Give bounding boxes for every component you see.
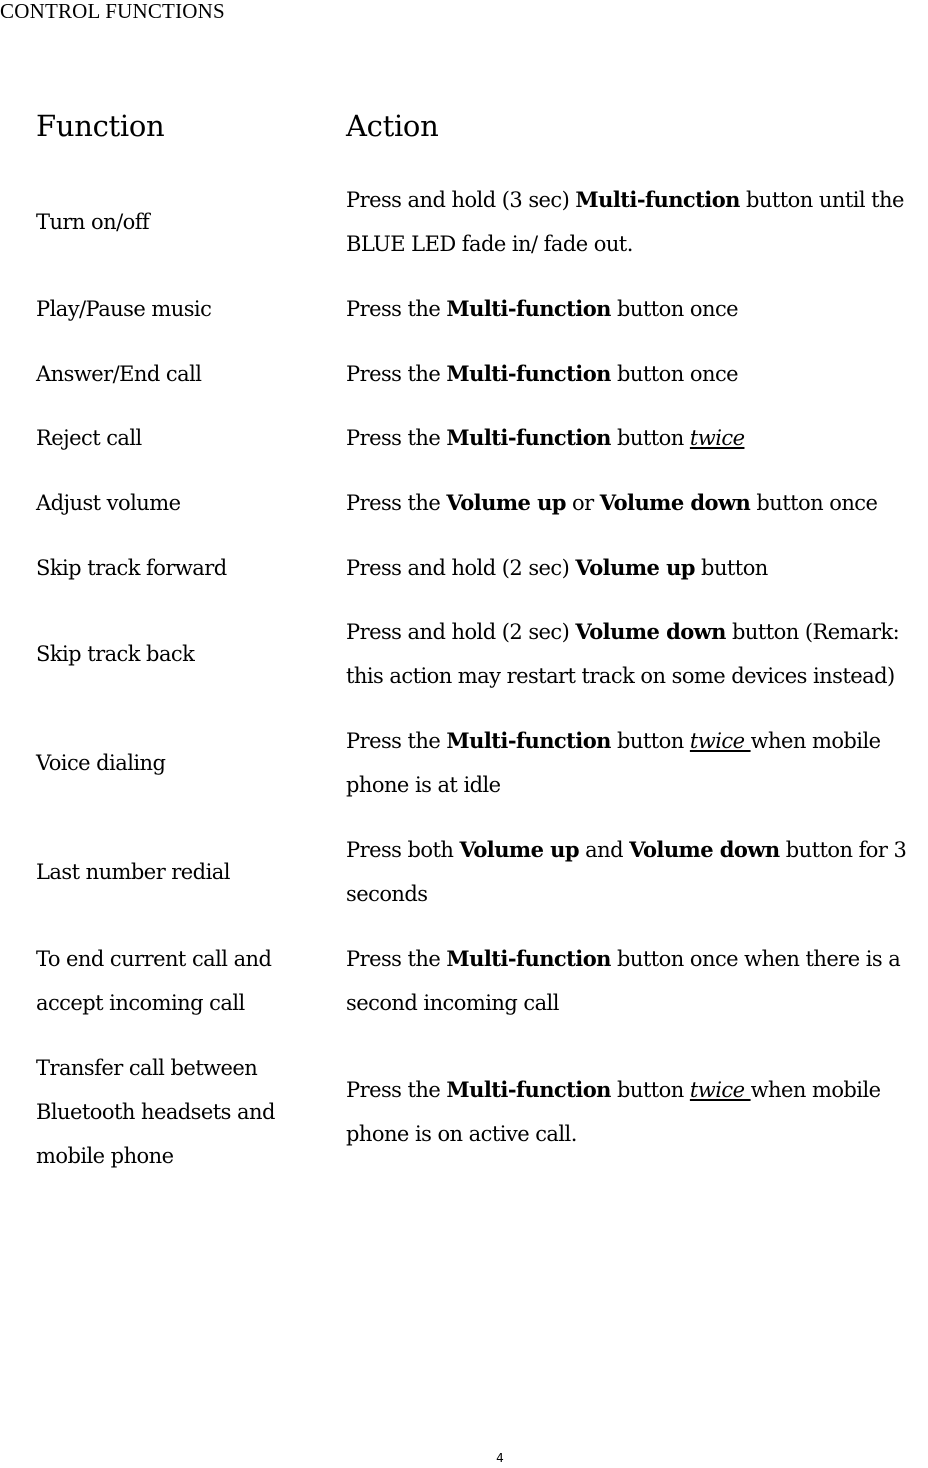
action-line	[346, 481, 926, 525]
action-text: phone is on active call.	[346, 1122, 577, 1146]
action-line	[346, 828, 926, 872]
function-cell	[36, 200, 326, 244]
control-name: Multi-function	[575, 187, 740, 212]
control-name: Multi-function	[446, 728, 611, 753]
control-name: Volume up	[459, 837, 580, 862]
action-line	[346, 1068, 926, 1112]
function-line: Voice dialing	[36, 751, 166, 775]
action-text: second incoming call	[346, 991, 559, 1015]
control-name: Volume down	[599, 490, 751, 515]
function-cell	[36, 287, 326, 331]
action-line	[346, 352, 926, 396]
function-cell	[36, 850, 326, 894]
control-name: Multi-function	[446, 425, 611, 450]
action-text: seconds	[346, 882, 428, 906]
function-cell	[36, 352, 326, 396]
control-name: Volume up	[575, 555, 695, 580]
action-cell	[346, 546, 926, 590]
action-text: or	[565, 491, 600, 515]
action-text: button for 3	[779, 838, 907, 862]
action-text: button	[610, 1078, 690, 1102]
action-text: button once when there is a	[610, 947, 901, 971]
action-line	[346, 178, 926, 222]
action-text: Press the	[346, 1078, 447, 1102]
action-line	[346, 719, 926, 763]
action-cell	[346, 719, 926, 807]
action-text: button once	[750, 491, 878, 515]
action-cell	[346, 610, 926, 698]
action-text: Press the	[346, 491, 447, 515]
action-line	[346, 287, 926, 331]
control-name: Multi-function	[446, 361, 611, 386]
function-column-heading: Function	[36, 109, 165, 143]
function-line: Play/Pause music	[36, 297, 212, 321]
action-line	[346, 872, 926, 916]
function-line: Skip track back	[36, 642, 195, 666]
action-text: BLUE LED fade in/ fade out.	[346, 232, 633, 256]
action-text: Press and hold (2 sec)	[346, 620, 576, 644]
action-text: button	[610, 426, 690, 450]
action-text: Press the	[346, 297, 447, 321]
function-cell	[36, 546, 326, 590]
action-cell	[346, 937, 926, 1025]
action-line	[346, 981, 926, 1025]
action-line	[346, 937, 926, 981]
function-line: Bluetooth headsets and	[36, 1100, 275, 1124]
function-line: Last number redial	[36, 860, 230, 884]
action-line	[346, 763, 926, 807]
function-cell	[36, 632, 326, 676]
action-cell	[346, 481, 926, 525]
function-cell	[36, 416, 326, 460]
action-text: Press the	[346, 729, 447, 753]
action-cell	[346, 178, 926, 266]
page-number: 4	[496, 1451, 504, 1465]
function-line: mobile phone	[36, 1144, 174, 1168]
action-text: this action may restart track on some devices instead)	[346, 664, 895, 688]
action-line	[346, 416, 926, 460]
control-name: Volume up	[446, 490, 566, 515]
action-text: button once	[610, 362, 739, 386]
function-line: Answer/End call	[36, 362, 202, 386]
action-text: Press both	[346, 838, 460, 862]
action-text: when mobile	[750, 1078, 881, 1102]
action-text: Press the	[346, 362, 447, 386]
function-cell	[36, 481, 326, 525]
action-cell	[346, 828, 926, 916]
emphasis-text: twice	[689, 1078, 751, 1102]
action-line	[346, 1112, 926, 1156]
control-name: Volume down	[575, 619, 726, 644]
action-text: Press the	[346, 947, 447, 971]
document-header: CONTROL FUNCTIONS	[0, 0, 225, 23]
action-text: phone is at idle	[346, 773, 501, 797]
action-cell	[346, 416, 926, 460]
action-text: Press and hold (3 sec)	[346, 188, 576, 212]
action-text: and	[579, 838, 630, 862]
action-line	[346, 610, 926, 654]
action-text: button (Remark:	[725, 620, 900, 644]
control-name: Multi-function	[446, 1077, 611, 1102]
action-column-heading: Action	[346, 109, 439, 143]
action-text: when mobile	[750, 729, 881, 753]
function-line: Turn on/off	[36, 210, 150, 234]
function-line: To end current call and	[36, 947, 272, 971]
action-line	[346, 546, 926, 590]
action-text: button until the	[739, 188, 904, 212]
emphasis-text: twice	[689, 426, 745, 450]
action-text: Press and hold (2 sec)	[346, 556, 576, 580]
action-line	[346, 222, 926, 266]
action-cell	[346, 1068, 926, 1156]
function-line: Reject call	[36, 426, 142, 450]
emphasis-text: twice	[689, 729, 751, 753]
function-line: Transfer call between	[36, 1056, 258, 1080]
function-line: Skip track forward	[36, 556, 227, 580]
action-text: button once	[610, 297, 739, 321]
function-line: Adjust volume	[36, 491, 181, 515]
action-text: button	[694, 556, 768, 580]
action-cell	[346, 352, 926, 396]
action-cell	[346, 287, 926, 331]
control-name: Multi-function	[446, 946, 611, 971]
function-line: accept incoming call	[36, 991, 245, 1015]
action-line	[346, 654, 926, 698]
control-name: Multi-function	[446, 296, 611, 321]
function-cell	[36, 1046, 326, 1178]
action-text: button	[610, 729, 690, 753]
action-text: Press the	[346, 426, 447, 450]
function-cell	[36, 741, 326, 785]
function-cell	[36, 937, 326, 1025]
control-name: Volume down	[629, 837, 780, 862]
